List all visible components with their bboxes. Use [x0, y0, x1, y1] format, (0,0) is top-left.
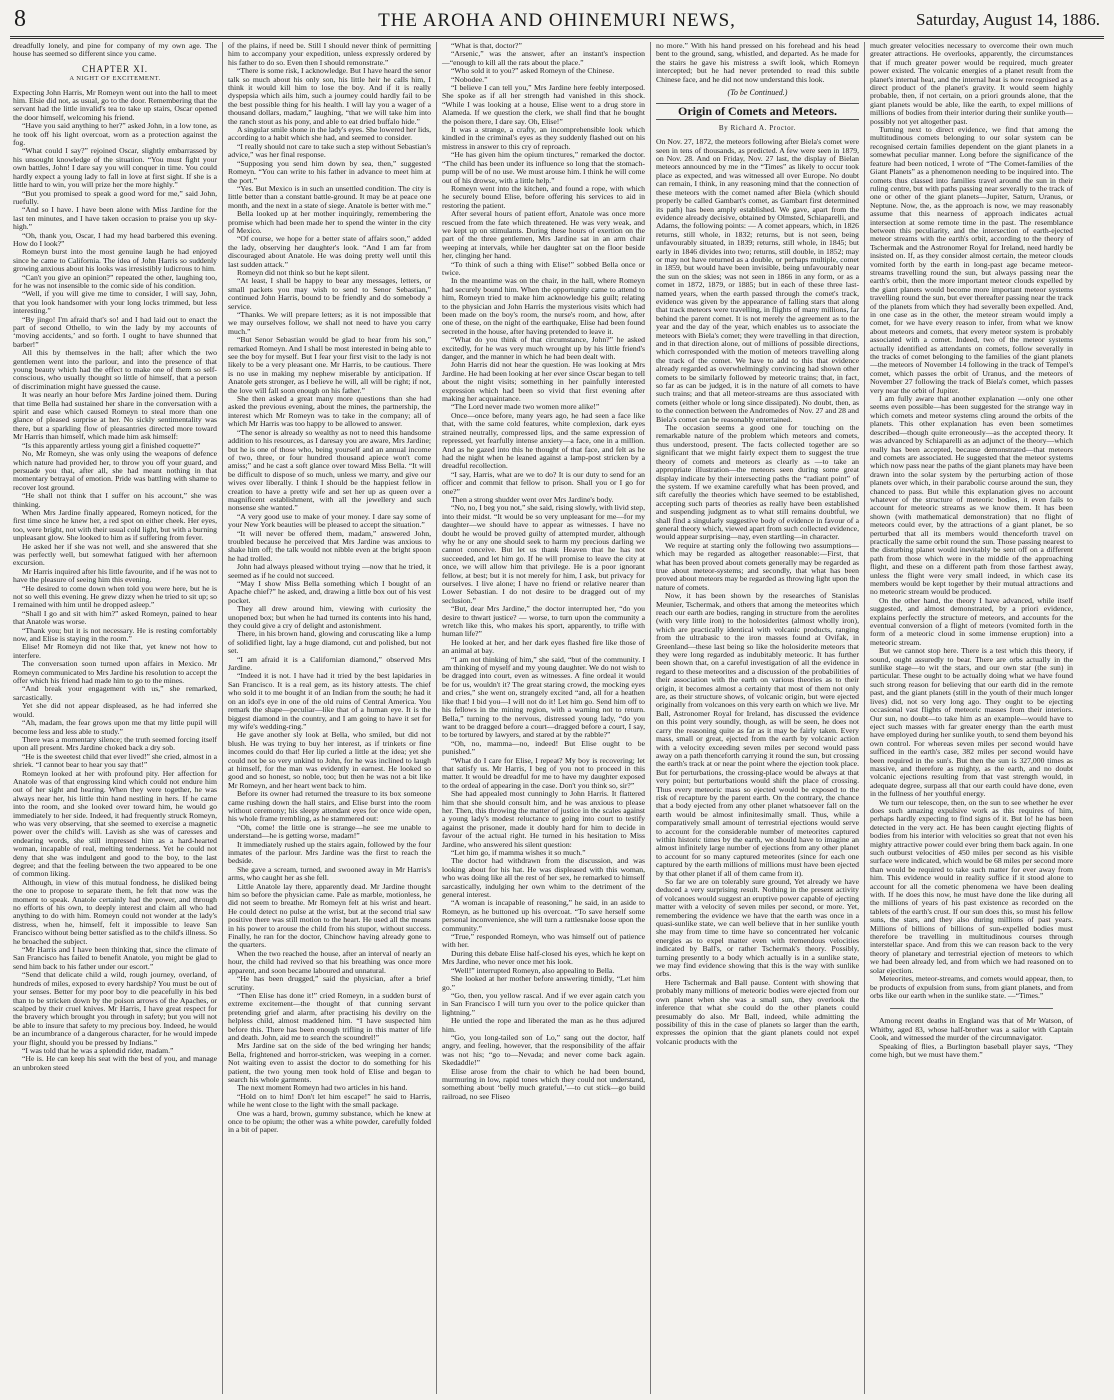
- paragraph: Romeyn did not think so but he kept silent.: [237, 267, 370, 277]
- paragraph: One was a hard, brown, gummy substance, which he knew at once to be opium; the other was a white powder, carefully folded in a bit of paper.: [228, 1108, 431, 1135]
- paragraph: no more.” With his hand pressed on his forehead and his head bent to the ground, sang, whistled, and departed. As he made for the stairs he gave his mistress a swift look, which Romeyn intercepted; but he had never pretended to read this subtle Chinese face, and he did not now understand this look.: [656, 42, 859, 84]
- paragraph: Little Anatole lay there, apparently dead. Mr Jardine thought him so before the physician came. Pale as marble, motionless, he did not seem to breathe. Mr Romeyn felt at his wrist and heart. He could detect no pulse at the wrist, but at the second trial saw positive there was still motion to the heart. He used all the means in his power to arouse the child from his stupor, without success. Finally, he ran for the doctor, Chinchow having already gone to the quarters.: [228, 881, 431, 950]
- paragraph: “Ah, madam, the fear grows upon me that my little pupil will become less and less able to study.”: [13, 718, 217, 736]
- paragraph: After several hours of patient effort, Anatole was once more rescued from the fate which threatened. He was very weak, and we kept up on stimulants. During these hours of exertion on the part of the three gentlemen, Mrs Jardine sat in an arm chair weeping at intervals, while her daughter sat on the floor beside her, clinging her hand.: [442, 209, 645, 261]
- paragraph: “Mr Harris and I have been thinking that, since the climate of San Francisco has failed to benefit Anatole, you might be glad to send him back to his father under our escort.”: [13, 945, 217, 971]
- chapter-heading: CHAPTER XI.: [81, 63, 148, 74]
- paragraph: “But, dear Mrs Jardine,” the doctor interrupted her, “do you desire to thwart justice? — worse, to turn upon the community a wretch like this, who makes his sport, apparently, to trifle with human life?”: [442, 604, 645, 639]
- paragraph: “And so I have. I have been alone with Miss Jardine for the last ten minutes, and I have taken occasion to praise you up sky-high.”: [13, 205, 217, 232]
- paragraph: “He is. He can keep his seat with the best of you, and manage an unbroken steed: [13, 1054, 217, 1072]
- paragraph: It was nearly an hour before Mrs Jardine joined them. During that time Bella had sustained her share in the conversation with a spirit and ease which caused Romeyn to steal more than one glance of pleased surprise at her. No sickly sentimentality was there, but a sparkling flow of pleasantries directed more toward Mr Harris than himself, which made him ask himself:: [13, 390, 217, 442]
- column-1: [8, 42, 222, 1394]
- paragraph: “But you promised to speak a good word for me,” said John, ruefully.: [13, 188, 217, 206]
- paragraph: “Then Elise has done it!” cried Romeyn, in a sudden burst of extreme excitement—the thought of that cunning servant pretending grief and alarm, after practising his devilry on the helpless child, almost maddened him. “I have suspected him before this. There has been enough trifling in this matter of life and death. John, aid me to search the scoundrel!”: [228, 990, 431, 1042]
- paragraph: In the meantime was on the chair, in the hall, where Romeyn had securely bound him. When the opportunity came to attend to him, Romeyn tried to make him acknowledge his guilt; relating to the physician and John Harris the mysterious visits which had been made on the boy's room, the nurse's room, and how, after one of these, on the night of the earthquake, Elise had been found secreted in the house, after having pretended to leave it.: [442, 276, 645, 336]
- paragraph: “Oh, come! the little one is strange—he see me unable to understand—he is getting worse, madam!”: [228, 822, 431, 841]
- paragraph: There, in his brown hand, glowing and coruscating like a lump of solidified light, lay a huge diamond, cut and polished, but not set.: [228, 629, 431, 656]
- paragraph: “Can't you give an opinion?” repeated the other, laughing too, for he was not insensible to the comic side of his condition.: [13, 272, 217, 290]
- paragraph: Yet she did not appear displeased, as he had inferred she would.: [13, 701, 217, 719]
- page-number: 8: [14, 6, 26, 32]
- paragraph: “Is this apparently artless young girl a finished coquette?”: [22, 440, 201, 450]
- paragraph: When Mrs Jardine finally appeared, Romeyn noticed, for the first time since he knew her, a red spot on either cheek. Her eyes, too, were bright, not with their usual cold light, but with a burning unpleasant glow. She looked to him as if suffering from fever.: [13, 507, 217, 543]
- paragraph: I am fully aware that another explanation —only one other seems even possible—has been suggested for the strange way in which comets and meteor systems cling around the orbits of the planets. This other explanation has even been sometimes described—though quite erroneously—as the accepted theory. It was advanced by Schiaparelli as an adjunct of the theory—which really has been accepted, because demonstrated—that meteors and comets are associated. He suggested that the meteor systems which now pass near the paths of the giant planets may have been drawn into the solar system by the perturbing action of those planets over which, in their parabolic course around the sun, they chanced to pass. But while this explanation gives no account whatever of the structure of meteoric bodies, it even fails to account for meteoric streams as we know them. It has been shown (with mathematical demonstration) that no flight of meteors could ever, by the attractions of a giant planet, be so perturbed that all its members would thenceforth travel on practically the same orbit round the sun. Those passing nearest to the disturbing planet would inevitably be sent off on a different path from those which were in the middle of the approaching flight, and these on a different path from those farthest away, unless the flight were very small indeed, in which case its members would be kept together by their mutual attractions and no meteoric stream would be produced.: [870, 394, 1073, 597]
- masthead-rule: [10, 36, 1104, 39]
- paragraph: “May I show Miss Bella something which I bought of an Apache chief?” he asked, and, drawing a little box out of his vest pocket.: [228, 579, 431, 605]
- paragraph: Elise arose from the chair to which he had been bound, murmuring in low, rapid tones which they could not understand, something about ‘belly much grateful,’—to cut stick—go build railroad, no see Fliseo: [442, 1066, 645, 1101]
- paragraph: “I am not thinking of him,” she said, “but of the community. I am thinking of myself and my young daughter. We do not wish to be dragged into court, even as witnesses. A fine ordeal it would be for us, wouldn't it? The great staring crowd, the mocking eyes and cries,” she went on, strangely excited “and, all for a heathen like that! I bid you—I will not do it! Let him go. Send him off to his fellows in the mining region, with a warning not to return. Bella,” turning to the nervous, distressed young lady, “do you want to be dragged before a court—dragged before a court, I say, to be tortured by lawyers, and stared at by the rabble?”: [442, 654, 645, 740]
- paragraph: Here Tschermak and Ball pause. Content with showing that probably many millions of meteoric bodies were ejected from our own planet when she was a small sun, they overlook the inference that what she could do the other planets could presumably do also. Mr Ball, indeed, while admitting the possibility of this in the case of planets so larger than the earth, expresses the opinion that the giant planets could not expel volcanic products with the: [656, 977, 859, 1046]
- issue-date: Saturday, August 14, 1886.: [915, 10, 1100, 29]
- paragraph: A singular smile shone in the lady's eyes. She lowered her lids, according to a habit which she had, and seemed to consider.: [228, 125, 431, 143]
- paragraph: “What could I say?” rejoined Oscar, slightly embarrassed by his unsought knowledge of the situation. “You must fight your own battles, John! I dare say you will conquer in time. You could hardly expect a young lady to fall in love at first sight. If she is a little hard to win, you will prize her the more highly.”: [13, 146, 217, 190]
- paragraph: Turning next to direct evidence, we find that among the multitudinous comets belonging to our solar system can be recognised certain families dependent on the giant planets in a somewhat peculiar manner. Long before the significance of the feature had been noticed, I wrote of “The Comet-families of the Giant Planets” as a phenomenon needing to be inquired into. The comets thus classed into families travel around the sun in their ruling centre, but with paths passing near severally to the track of one or other of the giant planets—Jupiter, Saturn, Uranus, or Neptune. Now, the, as the approach is now, we may reasonably assume that this nearness of approach indicates actual intersection at some remote time in the past. The resemblance between this peculiarity, and the intersection of earth-ejected meteor streams with the earth's orbit, according to the theory of Tschermak and the Astronomer Royal for Ireland, need hardly be insisted on. If, as they consider almost certain, the meteor clouds vomited forth by the earth in long-past age became meteor-streams travelling round the sun, but always passing near the earth's orbit, then the more important meteor clouds expelled by the giant planets would become more important meteor systems travelling round the sun, but ever thereafter passing near the track of the planets from which they had severally been expelled. And, in one case as in the other, the meteor stream would imply a comet, for we have every reason to infer, from what we know about meteors and comets, that every meteor system is probably associated with a comet. Indeed, two of the meteor systems actually identified as attendants on comets, follow severally in the tracks of comet belonging to the families of the giant planets—the meteors of November 14 following in the track of Tempel's comet, which passes the orbit of Uranus, and the meteors of November 27 following the track of Biela's comet, which passes very near the orbit of Jupiter.: [870, 125, 1073, 395]
- paragraph: “He is the sweetest child that ever lived!” she cried, almost in a shriek. “I cannot bear to hear you say that!”: [13, 751, 217, 770]
- paragraph: “Of course, we hope for a better state of affairs soon,” added the lady, observing her daughter's look. “And I am far from discouraged about Anatole. He was doing pretty well until this last sudden attack.”: [228, 234, 431, 269]
- paragraph: John Harris did not hear the question. He was looking at Mrs Jardine. He had been looking at her ever since Oscar began to tell about the night visits; something in her painfully interested expression which had been so vivid that first evening after making her acquaintance.: [442, 360, 645, 404]
- paragraph: Among recent deaths in England was that of Mr Watson, of Whitby, aged 83, whose half-brother was a sailor with Captain Cook, and witnessed the murder of the circumnavigator.: [870, 1016, 1073, 1043]
- paragraph: “Who sold it to you?” asked Romeyn of the Chinese.: [451, 66, 615, 76]
- paragraph: “I say, Harris, what are we to do? It is our duty to send for an officer and commit that fellow to prison. Shall you or I go for one?”: [442, 469, 645, 496]
- paragraph: “The senor is already so wealthy as not to need this handsome addition to his resources, as I daresay you are aware, Mrs Jardine; but he is one of those who, being yourself and an annual income of two, three, or four hundred thousand apiece won't come amiss;” and he cast a soft glance over toward Miss Bella. “It will be difficult to dispose of so much, unless we marry, and give our wives over liberally. I think I should be the happiest fellow in creation to have a pretty wife and set her up as queen over a magnificent establishment, with all the jewellery and such nonsense she wanted.”: [228, 427, 431, 513]
- paragraph: “Oh, no, mamma—no, indeed! But Elise ought to be punished.”: [442, 738, 645, 757]
- newspaper-title: THE AROHA AND OHINEMURI NEWS,: [378, 10, 736, 31]
- paragraph: Romeyn burst into the most genuine laugh he had enjoyed since he came to California. The idea of John Harris so suddenly growing anxious about his looks was irresistibly ludicrous to him.: [13, 247, 217, 274]
- paragraph: “To think of such a thing with Elise!” sobbed Bella once or twice.: [442, 259, 645, 277]
- paragraph: “Yes. But Mexico is in such an unsettled condition. The city is little better than a constant battle-ground. It may be at peace one month, and the next in a state of siege. Anatole is better with me.”: [228, 183, 431, 210]
- paragraph: During this debate Elise half-closed his eyes, which he kept on Mrs Jardine, who never once met his look.: [442, 948, 645, 967]
- paragraph: Elise! Mr Romeyn did not like that, yet knew not how to interfere.: [13, 642, 217, 660]
- paragraph: Mrs Jardine sat on the side of the bed wringing her hands; Bella, frightened and horror-stricken, was weeping in a corner. Not waiting even to assist the doctor to do something for his patient, the two young men took hold of Elise and began to search his whole garments.: [228, 1041, 431, 1084]
- paragraph: He untied the rope and liberated the man as he thus adjured him.: [442, 1016, 645, 1034]
- paragraph: “Go, then, you yellow rascal. And if we ever again catch you in San Francisco I will turn you over to the police quicker than lightning.”: [442, 990, 645, 1017]
- paragraph: “What do you think of that circumstance, John?” he asked excitedly, for he was very much wrought up by his little friend's danger, and the manner in which he had been dealt with.: [442, 335, 645, 362]
- paragraph: “The Lord never made two women more alike!”: [451, 402, 600, 412]
- paragraph: “Indeed it is not. I have had it tried by the best lapidaries in San Francisco. It is a real gem, as its history attests. The chief who sold it to me bought it of an Indian from the south; he had it on an idol's eye in one of the old ruins of Central America. You remark the shape—peculiar—like that of a human eye. It is the biggest diamond in the country, and I am going to have it set for my wife's wedding-ring.”: [228, 671, 431, 731]
- paragraph: “I was told that he was a splendid rider, madam.”: [22, 1045, 174, 1055]
- paragraph: “Shall I go and sit with him?” asked Romeyn, pained to hear that Anatole was worse.: [13, 608, 217, 627]
- paragraph: “What is that, doctor?”: [451, 42, 522, 50]
- paragraph: Bella looked up at her mother inquiringly, remembering the promise which had been made her to spend the winter in the city of Mexico.: [228, 209, 431, 235]
- paragraph: When the two reached the house, after an interval of nearly an hour, the child had revived so that his breathing was once more apparent, and soon became laboured and unnatural.: [228, 948, 431, 975]
- paragraph: She looked at her mother before answering timidly, “Let him go.”: [442, 974, 645, 992]
- paragraph: Speaking of flies, a Burlington baseball player says, “They come high, but we must have them.”: [870, 1041, 1073, 1059]
- paragraph: Once—once before, many years ago, he had seen a face like that, with the same cold features, white complexion, dark eyes strained neutrally, compressed lips, and the same expression of repressed, yet fearfully intense anxiety—a face, one in a million. And as he gazed into this he thought of that face, and felt as he had the night when he leaned against a lamp-post stricken by a dreadful recollection.: [442, 410, 645, 471]
- column-2: [222, 42, 436, 1394]
- paragraph: So far we are on tolerably sure ground, Yet already we have deduced a very surprising result. Nothing in the present activity of volcanoes would suggest an eruptive power capable of ejecting matter with a velocity of seven miles per second, or more. Yet, remembering the evidence we have that the earth was once in a quasi-sunlike state, we can well believe that in her sunlike youth she may from time to time have so concentrated her volcanic energies as to expel matter even with tremendous velocities indicated by Ball's, or rather Tschermak's theory. Possibly, turning presently to a body which actually is in a sunlike state, we may find evidence showing that this is the way with sunlike orbs.: [656, 877, 859, 979]
- paragraph: “And break your engagement with us,” she remarked, sarcastically.: [13, 684, 217, 702]
- paragraph: They all drew around him, viewing with curiosity the unopened box; but when he had turned its contents into his hand, they could give a cry of delight and astonishment.: [228, 604, 431, 631]
- paragraph: On the other hand, the theory I have advanced, while itself suggested, and almost demonstrated, by a priori evidence, explains perfectly the structure of meteors, and accounts for the eventual conversion of a flight of meteors (vomited forth in the form of a meteoric cloud in some immense eruption) into a meteoric stream.: [870, 595, 1073, 647]
- masthead: [0, 0, 1114, 36]
- paragraph: “No, no, I beg you not,” she said, rising slowly, with livid step, into their midst. “It would be so very unpleasant for me—for my daughter—we should have to appear as witnesses. I have no doubt he would be proved guilty of attempted murder, although why he or any one should seek to harm my precious darling we cannot conceive. But let us thank Heaven that he has not succeeded, and let him go. If he will promise to leave the city at once, we will allow him that privilege. He is a poor ignorant fellow, at best; but it is not merely for him, I ask, but privacy for ourselves. I live alone; I have no friend or relative nearer than Lower Sebastian. I do not desire to be dragged out of my seclusion.”: [442, 503, 645, 605]
- paragraph: “A woman is incapable of reasoning,” he said, in an aside to Romeyn, as he buttoned up his overcoat. “To save herself some personal inconvenience, she will turn a rattlesnake loose upon the community.”: [442, 898, 645, 933]
- paragraph: “I really should not care to take such a step without Sebastian's advice,” was her final response.: [228, 141, 431, 160]
- paragraph: The conversation soon turned upon affairs in Mexico. Mr Romeyn communicated to Mrs Jardine his resolution to accept the offer which his friend had made him to go to the mines.: [13, 659, 217, 686]
- paragraph: “Supposing you send him down by sea, then,” suggested Romeyn. “You can write to his father in advance to meet him at the port.”: [228, 158, 431, 185]
- paragraph: No, Mr Romeyn, she was only using the weapons of defence which nature had provided her, to throw you off your guard, and persuade you that, after all, she had meant nothing in that momentary betrayal of emotion. Pride was battling with shame to recover lost ground.: [13, 449, 217, 492]
- paragraph: We turn our telescope, then, on the sun to see whether he ever does such amazing expulsive work as this requires of him, perhaps hardly expecting to find signs of it. But lo! he has been detected in the very act. He has been caught ejecting flights of bodies from his interior with velocities so great that not even his mighty attractive power could ever bring them back again. In one such outburst velocities of 450 miles per second as his visible surface were indicated, which would be 68 miles per second more than would be required to take such matter for ever away from him. This evidence would in reality suffice if it stood alone to account for all the cometic phenomena we have been dealing with. If he does this now, he must have done the like during all the millions of years of his past existence as recorded on the tablets of the earth's crust. If our sun does this, so must his fellow suns, the stars, and they also during millions of past years. Millions of billions of billions of sun-expelled bodies must therefore be travelling in multitudinous courses through interstellar space. And from this we can reason back to the very theory of planetary and terrestrial ejection of meteors to which we had been already led, and from which we had reasoned on to solar ejection.: [870, 797, 1074, 975]
- column-separator: [890, 1008, 1053, 1009]
- paragraph: But we cannot stop here. There is a test which this theory, if sound, ought assuredly to bear. There are orbs actually in the sunlike stage—to wit the stars, and our own star (the sun) in particular. These ought to be actually doing what we have found such strong reason for believing that our earth did in the remote past, and the giant planets (still in the youth of their much longer lives) did, not so very long ago. They ought to be ejecting occasional vast flights of meteoric masses from their interiors. Our sun, no doubt—to take him as an example—would have to eject such masses with far greater energy than the earth must have employed during her sunlike youth, to send them beyond his own control. For whereas seven miles per second would have sufficed in the earth's case, 382 miles per second would have been required in the sun's. But then the sun is 327,000 times as massive, and therefore as mighty, as the earth, and no doubt volcanic ejections resulting from that vast strength would, in adequate degree, surpass all that our earth could have done, even in the fullness of her youthful energy.: [870, 646, 1073, 799]
- paragraph: “Thanks. We will prepare letters; as it is not impossible that we may ourselves follow, we shall not need to have you carry much.”: [228, 310, 431, 336]
- paragraph: of the plains, if need be. Still I should never think of permitting him to accompany your expedition, unless expressly ordered by his father to do so. Even then I should remonstrate.”: [228, 42, 431, 67]
- paragraph: Now, it has been shown by the researches of Stanislas Meunier, Tschermak, and others that among the meteorites which reach our earth are bodies, ranging in structure from the aerolites (with very little iron) to the holosiderites (almost wholly iron), which are practically identical with volcanic products, ranging from the ultrabasic to the iron masses found at Ovifak, in Greenland—these last being so like the holosiderite meteors that they were long regarded as indubitably meteoric. It has further been shown that, on a careful investigation of all the evidence in regard to these meteorites and a discussion of the probabilities of their association with the earth on various theories as to their origin, it becomes almost a certainty that most of them not only are, as their structure shows, of volcanic origin, but were ejected originally from volcanoes on this very earth on which we live. Mr Ball, Astronomer Royal for Ireland, has discussed the evidence on this point very soundly, though, as will be seen, he does not carry the reasoning quite as far as it may be fairly taken. Every mass, small or great, ejected from the earth by volcanic action with a velocity exceeding seven miles per second would pass away on a path thenceforth carrying it round the sun, but crossing the earth's track at or near the point where the ejection took place. But for perturbations, the crossing-place would be always at that very point; but perturbations would shift the place of crossing. Thus every meteoric mass so ejected would be exposed to the risk of recapture by the parent earth. On the contrary, the chance that a body ejected from any other planet whatsoever fall on the earth would be almost infinitesimally small. Thus, while a comparatively small amount of terrestrial ejections would serve to account for the considerable number of meteorites captured within historic times by the earth, we should have to imagine an almost infinitely large number of ejections from any other planet to account for so many captured meteorites (since for each one captured by the earth millions of millions must have been ejected by that other planet if all of them came from it).: [656, 591, 859, 878]
- article-title: Origin of Comets and Meteors.: [656, 103, 859, 119]
- paragraph: It was a strange, a crafty, an incomprehensible look which kindled in the criminal's eyes as they suddenly flashed out on his mistress in answer to this cry of reproach.: [442, 125, 645, 151]
- paragraph: dreadfully lonely, and pine for company of my own age. The house has seemed so different since you came.: [13, 42, 217, 59]
- chapter-subheading: A NIGHT OF EXCITEMENT.: [69, 75, 161, 83]
- paragraph: “At least, I shall be happy to bear any messages, letters, or small packets you may wish to send to Senor Sebastian,” continued John Harris, bound to be friendly and do somebody a service.: [228, 276, 431, 311]
- paragraph: “Well, if you will give me time to consider, I will say, John, that you look handsomer with your long locks trimmed, but less interesting.”: [13, 289, 217, 316]
- article-byline: By Richard A. Proctor.: [718, 123, 797, 132]
- paragraph: Meteorites, meteor-streams, and comets would appear, then, to be products of expulsion from suns, from giant planets, and from orbs like our earth when in the sunlike state. —“Times.”: [870, 974, 1073, 1000]
- paragraph: “But Senor Sebastian would be glad to hear from his son,” remarked Romeyn. And I shall be most interested in being able to see the boy for myself. But I fear your first visit to the lady is not likely to be a very pleasant one. Mr Harris, to be cautious. There is no use in making my nephew miserable by anticipation. If Anatole gets stronger, as I believe he will, all will be right; if not, the love will fall soon enough on his father.”: [228, 335, 431, 395]
- paragraph: “Send that delicate child a wild, rough journey, overland, of hundreds of miles, exposed to every hardship? You must be out of your senses. Better for my poor boy to die peacefully in his bed than to be stricken down by the poison arrows of the Apaches, or scalped by their cruel knives. Mr Harris, I have great respect for the bravery which brought you through in safety; but you will not be able to insure that safety to my precious boy. Indeed, he would be an incumbrance of a dangerous character, for he would impede your flight, should you be pressed by Indians.”: [13, 970, 217, 1047]
- paragraph: She had appealed most cunningly to John Harris. It flattered him that she should consult him, and he was anxious to please her. Then, this throwing the matter of justice in the scales against a young lady's modest reluctance to going into court to testify against the prisoner, made it doubly hard for him to decide in favour of the actual right. He turned in his hesitation to Miss Jardine, who answered his silent question:: [442, 789, 645, 849]
- paragraph: “Well!” interrupted Romeyn, also appealing to Bella.: [451, 965, 615, 975]
- paragraph: “By jingo! I'm afraid that's so! and I had laid out to enact the part of second Othello, to win the lady by my accounts of ‘moving accidents,’ and so forth. I ought to have shunned that barber!”: [13, 314, 217, 349]
- paragraph: “True,” responded Romeyn, who was himself out of patience with her.: [442, 932, 645, 950]
- paragraph: “There is some risk, I acknowledge. But I have heard the senor talk so much about his only son, his little heir he calls him, I think it would kill him to lose the boy. And if it is really dyspepsia which ails him, such a journey could hardly fail to be the best possible thing for his health. I will lay you a wager of a thousand dollars, madam,” laughing, “that we will take him into the ranch stout as his pony, and able to eat dried buffalo hide.”: [228, 66, 431, 126]
- paragraph: “A very good use to make of your money. I dare say some of your New York beauties will be pleased to accept the situation.”: [228, 511, 431, 530]
- paragraph: “Nobodee.”: [451, 74, 488, 84]
- paragraph: “Thank you; but it is not necessary. He is resting comfortably now, and Elise is staying in the room.”: [13, 625, 217, 644]
- paragraph: We require at starting only the following two assumptions—which may be regarded as altogether reasonable:—First, that what has been proved about comets generally may be regarded as true about meteor-systems; and secondly, that what has been proved about meteors may be regarded as throwing light upon the nature of comets.: [656, 540, 859, 592]
- paragraph: John had always pleased without trying —now that he tried, it seemed as if he could not succeed.: [228, 562, 431, 580]
- paragraph: The occasion seems a good one for touching on the remarkable nature of the problem which meteors and comets, thus understood, present. The facts collected together are so significant that we might fairly expect them to suggest the true theory of comets and meteors as clearly as —to take an appropriate illustration—the meteors seen during some great display indicate by their intersecting paths the “radiant point” of the system. If we examine carefully what has been proved, and sift carefully the theories which have seemed to be established, accepting such parts of theories as really have been established and suspending judgment as to what still remains doubtful, we shall find a singularly suggestive body of evidence in favour of a general theory which, viewed apart from such collected evidence, would appear surprising—nay, even startling—in character.: [656, 423, 859, 542]
- paragraph: “I am afraid it is a Californian diamond,” observed Mrs Jardine.: [228, 654, 431, 673]
- paragraph: He asked her if she was not well, and she answered that she was perfectly well, but somewhat fatigued with her afternoon excursion.: [13, 541, 217, 568]
- column-3: [436, 42, 650, 1394]
- paragraph: He looked at her, and her dark eyes flashed fire like those of an animal at bay.: [442, 637, 645, 656]
- paragraph: Although, in view of this mutual fondness, he disliked being the one to propose to separate them, he felt that now was the moment to speak. Anatole certainly had the power, and through no efforts of his own, to deeply interest and claim all who had anything to do with him. Romeyn could not wonder at the lady's distress, when he, himself, felt it impossible to leave San Francisco without being better satisfied as to the child's illness. So he broached the subject.: [13, 877, 218, 946]
- paragraph: Expecting John Harris, Mr Romeyn went out into the hall to meet him. Elsie did not, as usual, go to the door. Remembering that the servant had the little invalid's tea to take up stairs, Oscar opened the door himself, welcoming his friend.: [13, 87, 217, 122]
- paragraph: “Hold on to him! Don't let him escape!” he said to Harris, while he went close to the light with the small package.: [228, 1091, 431, 1110]
- paragraph: “I believe I can tell you,” Mrs Jardine here feebly interposed. She spoke as if all her strength had vanished in this shock. “While I was looking at a house, Elise went to a drug store in Alameda. If we question the clerk, we shall find that he bought the poison there, I dare say. Oh, Elise!”: [442, 83, 645, 126]
- paragraph: On Nov. 27, 1872, the meteors following after Biela's comet were seen in tens of thousands, as predicted. A few were seen in 1879, on Nov. 28. And on Friday, Nov. 27 last, the display of Bielan meteors announced by me in the “Times” as likely to occur took place as expected, and was witnessed all over Europe. No doubt can remain, I think, in any reasoning mind that the connection of these meteors with the comet named after Biela (which should properly be called Gambart's comet, as Gambart first determined its path) has been amply established. We gave, apart from the evidence already decisive, obtained by Olmsted, Schiaparelli, and Adams, the following points: — A comet appears, which, in 1826 returns, still whole, in 1832; returns, but is not seen, being unfavourably situated, in 1839; returns, still whole, in 1845; but early in 1846 divides into two; returns, still double, in 1852; may or may not have returned as a double, or perhaps multiple, comet in 1859, but would have been invisible, being unfavourably near the sun on the skies; was not seen in 1866 in any form, or as a comet in 1872, 1879, or 1885; but in each of these three last-named years, when the earth passed through the comet's track, evidence was given by the appearance of falling stars that along that track meteors were travelling, in flights of many millions, far behind the parent comet. It is not merely the agreement as to the year and the day of the year, which enables us to associate the meteors with Biela's comet; they were travelling in that direction, and in that direction alone, out of millions of possible directions, which corresponded with the motion of meteors travelling along the track of the comet. We have to add to this that evidence already regarded as overwhelmingly convincing had shown other comets to be similarly followed by meteoric trains; that, in fact, so far as can be judged, it is in the nature of all comets to have such trains; and that all meteor-streams are thus associated with comets (either whole or long since dissipated). No doubt, then, as to the connection between the Andromedes of Nov. 27 and 28 and Biela's comet can be reasonably entertained.: [656, 137, 859, 424]
- paragraph: She gave a scream, turned, and swooned away in Mr Harris's arms, who caught her as she fell.: [228, 864, 431, 883]
- column-4: [650, 42, 864, 1394]
- paragraph: “Go, you long-tailed son of Lo,” sang out the doctor, half angry, and feeling, however, that the responsibility of the affair was not his; “go to—Nevada; and never come back again. Skedaddle!”: [442, 1032, 645, 1068]
- paragraph: “He shall not think that I suffer on his account,” she was thinking.: [13, 491, 217, 509]
- paragraph: “He has given him the opium tinctures,” remarked the doctor. “The child has been under its influence so long that the stomach-pump will be of no use. We must arouse him. I think he will come out of his drowse, with a little help.”: [442, 150, 645, 185]
- paragraph: Before its owner had returned the treasure to its box someone came rushing down the hall stairs, and Elise burst into the room without ceremony; his sleepy attendant eyes for once wide open, his whole frame trembling, as he stammered out:: [228, 789, 431, 824]
- newspaper-columns: [8, 42, 1106, 1394]
- paragraph: Romeyn looked at her with profound pity. Her affection for Anatole was of that engrossing kind which could not endure him out of her sight and hearing. When they were together, he was always near her, his little thin hand nestling in hers. If he came into the room, and she looked over toward him, he would go immediately to her side. Indeed, it had frequently struck Romeyn, who was very observing, that she seemed to exercise a magnetic power over the child's will. Lavish as she was of caresses and endearing words, she still impressed him as a hard-hearted woman, incapable of real, melting tenderness. Yet he could not deny that she was indulgent and good to the boy, to the last degree; and that the feeling between the two appeared to be one of common liking.: [13, 768, 217, 879]
- paragraph: “It will never be offered them, madam,” answered John, troubled because he perceived that Mrs Jardine was anxious to shake him off; the talk would not nibble even at the bright spoon he had trolled.: [228, 528, 431, 563]
- paragraph: Mr Harris inquired after his little favourite, and if he was not to have the pleasure of seeing him this evening.: [13, 566, 217, 585]
- paragraph: The doctor had withdrawn from the discussion, and was looking about for his hat. He was displeased with this woman, who was doing like all the rest of her sex, he remarked to himself sarcastically, indulging her own whim to the detriment of the general interest.: [442, 856, 645, 900]
- paragraph: It immediately rushed up the stairs again, followed by the four inmates of the parlour. Mrs Jardine was the first to reach the bedside.: [228, 839, 431, 866]
- to-be-continued: (To be Continued.): [727, 88, 788, 98]
- paragraph: “He desired to come down when told you were here, but he is not so well this evening. He grew dizzy when he tried to sit up; so I remained with him until he dropped asleep.”: [13, 583, 217, 610]
- paragraph: He gave another sly look at Bella, who smiled, but did not blush. He was trying to buy her interest, as if trinkets or fine incomes could do that! Her lip curled a little at the idea; yet she could not be so very unkind to John, for he was inclined to laugh at himself, for the man was evidently in earnest. He looked so good and so honest, so noble, too; but then he was not a bit like Mr Romeyn, and her heart went back to him.: [228, 730, 431, 790]
- paragraph: All this by themselves in the hall; after which the two gentlemen went into the parlour, and into the presence of that young beauty which had the effect to make one of them so self-conscious, who usually thought so little of himself, that a person of discrimination might have guessed the cause.: [13, 348, 217, 391]
- paragraph: “Arsenic,” was the answer, after an instant's inspection—“enough to kill all the rats about the place.”: [442, 49, 645, 67]
- paragraph: She then asked a great many more questions than she had asked the previous evening, about the mines, the partnership, the interest which Mr Romeyn was to take in the company; all of which Mr Harris was too happy to be allowed to answer.: [228, 394, 431, 429]
- paragraph: “Let him go, if mamma wishes it so much.”: [451, 848, 586, 857]
- paragraph: There was a momentary silence; the truth seemed forcing itself upon all present. Mrs Jardine choked back a dry sob.: [13, 734, 217, 753]
- paragraph: Then a strong shudder went over Mrs Jardine's body.: [451, 494, 614, 504]
- paragraph: “What do I care for Elise, I repeat? My boy is recovering; let that satisfy us. Mr Harris, I beg of you not to proceed in this matter. It would be dreadful for me to have my daughter exposed to the ordeal of appearing in the case. Don't you think so, sir?”: [442, 755, 645, 790]
- paragraph: “Oh, thank you, Oscar, I had my head barbered this evening. How do I look?”: [13, 230, 217, 248]
- column-5: [864, 42, 1078, 1394]
- paragraph: Romeyn went into the kitchen, and found a rope, with which he securely bound Elise, before offering his services to aid in restoring the patient.: [442, 183, 645, 210]
- paragraph: The next moment Romeyn had two articles in his hand.: [237, 1083, 408, 1093]
- paragraph: “Have you said anything to her?” asked John, in a low tone, as he took off his light overcoat, worn as a protection against the fog.: [13, 121, 217, 148]
- paragraph: “He has been drugged,” said the physician, after a brief scrutiny.: [228, 974, 431, 992]
- paragraph: much greater velocities necessary to overcome their own much greater attractions. He overlooks, apparently, the circumstances that if much greater power would be required, much greater power existed. The volcanic energies of a planet result from the planet's internal heat, and the internal heat is now recognised as a direct product of the planet's gravity. It would seem highly probable, then, if not certain, on a priori grounds alone, that the giant planets would be able, like the earth, to expel millions of millions of bodies from their interior during their sunlike youth—possibly not yet altogether past.: [870, 42, 1073, 126]
